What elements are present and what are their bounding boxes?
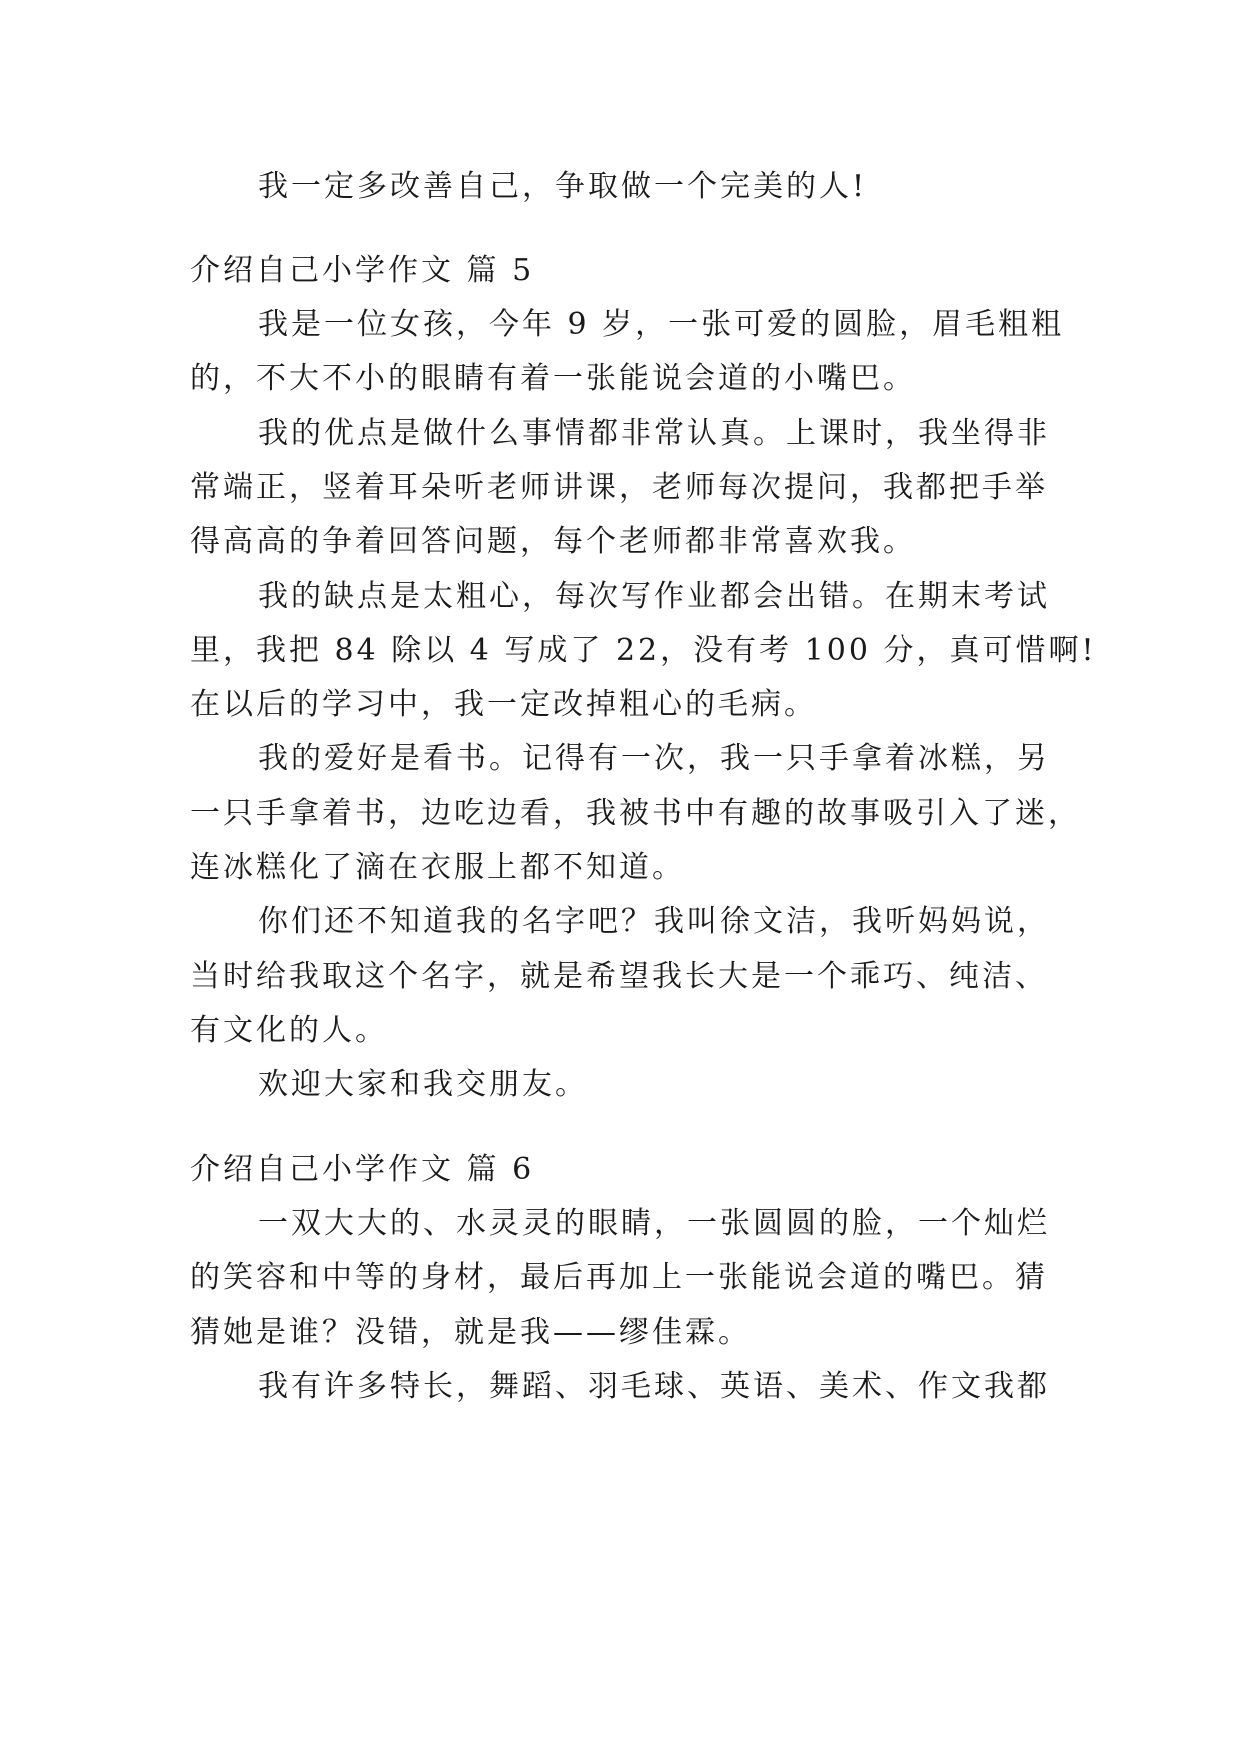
text-line: 连冰糕化了滴在衣服上都不知道。 (190, 850, 685, 885)
text-line: 一双大大的、水灵灵的眼睛，一张圆圆的脸，一个灿烂 (258, 1206, 1050, 1241)
text-line: 在以后的学习中，我一定改掉粗心的毛病。 (190, 687, 817, 722)
text-line: 我有许多特长，舞蹈、羽毛球、英语、美术、作文我都 (258, 1369, 1050, 1404)
text-line: 里，我把 84 除以 4 写成了 22，没有考 100 分，真可惜啊! (190, 633, 1097, 668)
paragraph-closing-line: 我一定多改善自己，争取做一个完美的人! (258, 169, 868, 204)
text-line: 得高高的争着回答问题，每个老师都非常喜欢我。 (190, 524, 916, 559)
text-line: 猜她是谁？没错，就是我——缪佳霖。 (190, 1315, 751, 1350)
text-line: 一只手拿着书，边吃边看，我被书中有趣的故事吸引入了迷， (190, 796, 1081, 831)
text-line: 我的优点是做什么事情都非常认真。上课时，我坐得非 (258, 416, 1050, 451)
text-line: 我是一位女孩，今年 9 岁，一张可爱的圆脸，眉毛粗粗 (258, 307, 1065, 342)
text-line: 当时给我取这个名字，就是希望我长大是一个乖巧、纯洁、 (190, 959, 1048, 994)
text-line: 你们还不知道我的名字吧？我叫徐文洁，我听妈妈说， (258, 904, 1050, 939)
text-line: 的，不大不小的眼睛有着一张能说会道的小嘴巴。 (190, 361, 916, 396)
text-line: 欢迎大家和我交朋友。 (258, 1067, 588, 1102)
text-line: 的笑容和中等的身材，最后再加上一张能说会道的嘴巴。猜 (190, 1260, 1048, 1295)
section-heading-5: 介绍自己小学作文 篇 5 (190, 253, 535, 288)
text-line: 常端正，竖着耳朵听老师讲课，老师每次提问，我都把手举 (190, 470, 1048, 505)
text-line: 有文化的人。 (190, 1013, 388, 1048)
text-line: 我的爱好是看书。记得有一次，我一只手拿着冰糕，另 (258, 741, 1050, 776)
text-line: 我的缺点是太粗心，每次写作业都会出错。在期末考试 (258, 579, 1050, 614)
section-heading-6: 介绍自己小学作文 篇 6 (190, 1152, 535, 1187)
